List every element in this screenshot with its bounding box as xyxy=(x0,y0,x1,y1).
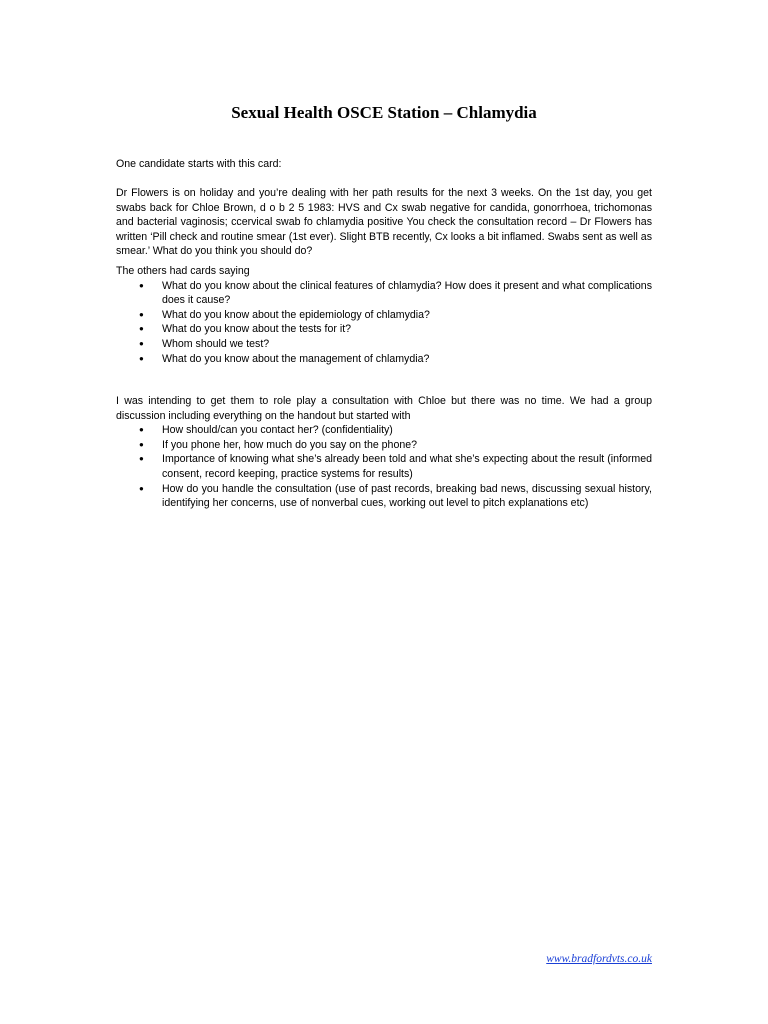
bullet-icon: ● xyxy=(139,353,144,363)
list-item-text: Whom should we test? xyxy=(162,337,270,350)
list-item-text: What do you know about the epidemiology of chlamydia? xyxy=(162,308,430,321)
others-heading: The others had cards saying xyxy=(116,265,250,277)
list-item-text: What do you know about the tests for it? xyxy=(162,323,352,336)
bullet-icon: ● xyxy=(139,439,144,449)
list-item xyxy=(116,438,652,453)
bullet-icon: ● xyxy=(139,425,144,435)
bullet-icon: ● xyxy=(139,338,144,348)
bullet-icon: ● xyxy=(139,324,144,334)
list-item xyxy=(116,308,652,323)
closing-text: I was intending to get them to role play a consultation with Chloe but there was no time. We had a group discussion including everything on the handout but started with xyxy=(116,395,652,422)
list-item xyxy=(116,322,652,337)
bullet-icon: ● xyxy=(139,454,144,464)
closing-section xyxy=(116,394,652,511)
bullet-icon: ● xyxy=(139,309,144,319)
list-item-text: What do you know about the clinical features of chlamydia? How does it present and what complications does it cause? xyxy=(162,279,652,307)
bullet-icon: ● xyxy=(139,280,144,290)
document-page xyxy=(116,0,652,1024)
list-item-text: What do you know about the management of chlamydia? xyxy=(162,352,430,365)
list-item xyxy=(116,337,652,352)
list-item-text: If you phone her, how much do you say on the phone? xyxy=(162,438,418,451)
footer-website-link[interactable]: www.bradfordvts.co.uk xyxy=(546,953,652,965)
list-item xyxy=(116,452,652,481)
list-item xyxy=(116,279,652,308)
list-item xyxy=(116,482,652,511)
bullet-icon: ● xyxy=(139,483,144,493)
list-item-text: How should/can you contact her? (confidentiality) xyxy=(162,424,393,437)
others-section xyxy=(116,264,652,366)
others-list xyxy=(116,279,652,367)
list-item xyxy=(116,352,652,367)
intro-text: One candidate starts with this card: xyxy=(116,158,282,170)
scenario-text: Dr Flowers is on holiday and you’re dealing with her path results for the next 3 weeks. On the 1st day, you get swabs back for Chloe Brown, d o b 2 5 1983: HVS and Cx swab negative for candida, gonorrhoea, trichomonas and bacterial vaginosis; ccervical swab fo chlamydia positive You check the consultation record – Dr Flowers has written ‘Pill check and routine smear (1st ever). Slight BTB recently, Cx looks a bit inflamed. Swabs sent as well as smear.’ What do you think you should do? xyxy=(116,187,652,258)
list-item xyxy=(116,423,652,438)
page-title: Sexual Health OSCE Station – Chlamydia xyxy=(231,103,537,122)
closing-list xyxy=(116,423,652,511)
list-item-text: How do you handle the consultation (use of past records, breaking bad news, discussing sexual history, identifying her concerns, use of nonverbal cues, working out level to pitch explanations etc) xyxy=(162,482,652,510)
list-item-text: Importance of knowing what she’s already been told and what she’s expecting about the result (informed consent, record keeping, practice systems for results) xyxy=(162,453,652,480)
